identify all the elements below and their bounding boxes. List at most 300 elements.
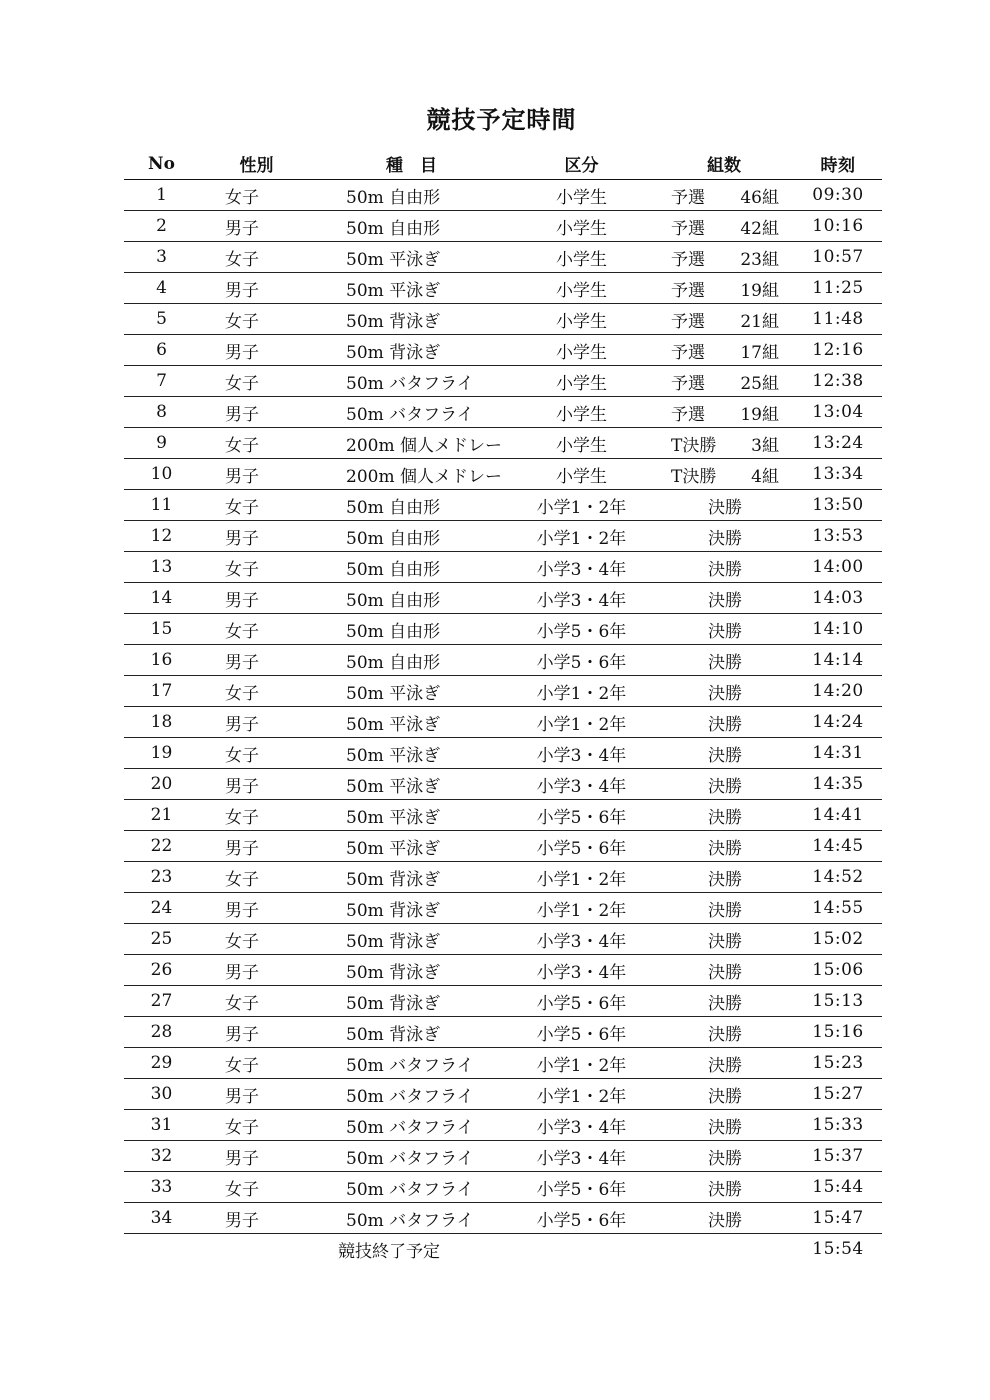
- heat-round: 決勝: [708, 776, 742, 797]
- row-gender: 女子: [199, 614, 314, 645]
- table-row: [124, 459, 882, 490]
- row-gender: 男子: [199, 335, 314, 366]
- row-event: 50m バタフライ: [314, 1172, 509, 1203]
- row-gender: 男子: [199, 769, 314, 800]
- table-row: [124, 242, 882, 273]
- row-division: 小学5・6年: [509, 800, 654, 831]
- heat-count: 25組: [740, 373, 779, 394]
- heat-info: [671, 214, 779, 239]
- row-event: 50m バタフライ: [314, 1141, 509, 1172]
- table-body: [124, 180, 882, 1234]
- heat-round: 決勝: [708, 1024, 742, 1045]
- heat-round: 決勝: [708, 621, 742, 642]
- heat-round: 決勝: [708, 559, 742, 580]
- row-no: 2: [124, 211, 199, 242]
- row-gender: 男子: [199, 831, 314, 862]
- heat-round: 予選: [671, 311, 705, 332]
- row-time: 14:03: [794, 583, 882, 614]
- row-event: 50m 自由形: [314, 614, 509, 645]
- row-heats: [654, 428, 794, 459]
- row-no: 17: [124, 676, 199, 707]
- row-no: 27: [124, 986, 199, 1017]
- row-time: 15:13: [794, 986, 882, 1017]
- row-division: 小学3・4年: [509, 583, 654, 614]
- row-time: 15:02: [794, 924, 882, 955]
- row-gender: 女子: [199, 1048, 314, 1079]
- row-time: 14:00: [794, 552, 882, 583]
- row-time: 14:41: [794, 800, 882, 831]
- table-row: [124, 738, 882, 769]
- row-time: 14:31: [794, 738, 882, 769]
- footer-row: [124, 1234, 882, 1265]
- table-row: [124, 366, 882, 397]
- heat-round: 決勝: [708, 807, 742, 828]
- row-heats: [654, 955, 794, 986]
- table-row: [124, 1141, 882, 1172]
- heat-round: 予選: [671, 218, 705, 239]
- row-gender: 男子: [199, 893, 314, 924]
- row-time: 15:27: [794, 1079, 882, 1110]
- row-event: 50m 平泳ぎ: [314, 769, 509, 800]
- table-row: [124, 924, 882, 955]
- row-gender: 女子: [199, 304, 314, 335]
- table-row: [124, 893, 882, 924]
- heat-count: 21組: [740, 311, 779, 332]
- row-time: 15:23: [794, 1048, 882, 1079]
- row-no: 12: [124, 521, 199, 552]
- row-event: 50m 背泳ぎ: [314, 1017, 509, 1048]
- row-division: 小学生: [509, 242, 654, 273]
- row-heats: [654, 180, 794, 211]
- row-heats: [654, 335, 794, 366]
- heat-round: 決勝: [708, 1086, 742, 1107]
- heat-round: 決勝: [708, 931, 742, 952]
- heat-round: 予選: [671, 342, 705, 363]
- row-no: 8: [124, 397, 199, 428]
- row-time: 15:33: [794, 1110, 882, 1141]
- row-time: 14:52: [794, 862, 882, 893]
- row-division: 小学生: [509, 273, 654, 304]
- header-time: 時刻: [794, 148, 882, 180]
- heat-round: 決勝: [708, 652, 742, 673]
- row-division: 小学生: [509, 180, 654, 211]
- table-row: [124, 583, 882, 614]
- heat-count: 17組: [740, 342, 779, 363]
- row-time: 14:10: [794, 614, 882, 645]
- heat-round: 決勝: [708, 590, 742, 611]
- row-event: 50m 背泳ぎ: [314, 893, 509, 924]
- row-heats: [654, 397, 794, 428]
- table-row: [124, 614, 882, 645]
- row-no: 24: [124, 893, 199, 924]
- row-heats: [654, 645, 794, 676]
- row-no: 29: [124, 1048, 199, 1079]
- row-gender: 男子: [199, 1141, 314, 1172]
- row-heats: [654, 800, 794, 831]
- row-time: 14:24: [794, 707, 882, 738]
- row-gender: 女子: [199, 1172, 314, 1203]
- row-no: 4: [124, 273, 199, 304]
- row-gender: 女子: [199, 552, 314, 583]
- row-heats: [654, 676, 794, 707]
- table-row: [124, 397, 882, 428]
- row-division: 小学3・4年: [509, 1141, 654, 1172]
- row-heats: [654, 459, 794, 490]
- table-row: [124, 428, 882, 459]
- row-gender: 男子: [199, 1017, 314, 1048]
- row-heats: [654, 521, 794, 552]
- row-heats: [654, 707, 794, 738]
- heat-round: 決勝: [708, 1148, 742, 1169]
- row-time: 13:34: [794, 459, 882, 490]
- row-time: 14:20: [794, 676, 882, 707]
- row-event: 50m 自由形: [314, 490, 509, 521]
- row-event: 50m 背泳ぎ: [314, 955, 509, 986]
- row-gender: 女子: [199, 738, 314, 769]
- header-heats: 組数: [654, 148, 794, 180]
- row-division: 小学5・6年: [509, 1017, 654, 1048]
- row-heats: [654, 862, 794, 893]
- row-time: 13:50: [794, 490, 882, 521]
- heat-round: 決勝: [708, 497, 742, 518]
- table-row: [124, 1079, 882, 1110]
- heat-round: 決勝: [708, 683, 742, 704]
- row-no: 23: [124, 862, 199, 893]
- row-time: 14:55: [794, 893, 882, 924]
- row-time: 14:14: [794, 645, 882, 676]
- row-gender: 男子: [199, 1203, 314, 1234]
- table-row: [124, 552, 882, 583]
- row-division: 小学5・6年: [509, 1203, 654, 1234]
- row-time: 14:35: [794, 769, 882, 800]
- heat-round: 決勝: [708, 900, 742, 921]
- row-time: 10:16: [794, 211, 882, 242]
- row-event: 50m 背泳ぎ: [314, 304, 509, 335]
- row-time: 09:30: [794, 180, 882, 211]
- row-time: 15:47: [794, 1203, 882, 1234]
- row-gender: 男子: [199, 955, 314, 986]
- row-division: 小学生: [509, 335, 654, 366]
- row-heats: [654, 831, 794, 862]
- row-no: 3: [124, 242, 199, 273]
- table-row: [124, 800, 882, 831]
- row-gender: 女子: [199, 428, 314, 459]
- row-gender: 男子: [199, 521, 314, 552]
- table-row: [124, 1048, 882, 1079]
- row-division: 小学1・2年: [509, 676, 654, 707]
- row-event: 50m 背泳ぎ: [314, 924, 509, 955]
- table-row: [124, 304, 882, 335]
- row-heats: [654, 738, 794, 769]
- row-heats: [654, 1110, 794, 1141]
- row-no: 28: [124, 1017, 199, 1048]
- row-time: 15:37: [794, 1141, 882, 1172]
- row-no: 16: [124, 645, 199, 676]
- row-no: 6: [124, 335, 199, 366]
- row-no: 18: [124, 707, 199, 738]
- row-no: 32: [124, 1141, 199, 1172]
- heat-info: [671, 245, 779, 270]
- row-heats: [654, 1017, 794, 1048]
- row-event: 50m 平泳ぎ: [314, 273, 509, 304]
- row-division: 小学5・6年: [509, 831, 654, 862]
- heat-round: 予選: [671, 404, 705, 425]
- row-time: 10:57: [794, 242, 882, 273]
- table-row: [124, 273, 882, 304]
- heat-info: [671, 183, 779, 208]
- row-gender: 男子: [199, 1079, 314, 1110]
- row-event: 50m 平泳ぎ: [314, 738, 509, 769]
- footer-spacer: [654, 1234, 794, 1265]
- table-row: [124, 1203, 882, 1234]
- row-event: 50m 自由形: [314, 645, 509, 676]
- row-no: 10: [124, 459, 199, 490]
- table-row: [124, 1017, 882, 1048]
- heat-round: 予選: [671, 187, 705, 208]
- table-row: [124, 1110, 882, 1141]
- row-division: 小学1・2年: [509, 1048, 654, 1079]
- row-event: 50m バタフライ: [314, 1048, 509, 1079]
- table-row: [124, 180, 882, 211]
- row-heats: [654, 893, 794, 924]
- row-gender: 女子: [199, 676, 314, 707]
- heat-round: 予選: [671, 249, 705, 270]
- row-time: 11:48: [794, 304, 882, 335]
- row-heats: [654, 614, 794, 645]
- row-gender: 男子: [199, 211, 314, 242]
- heat-count: 42組: [740, 218, 779, 239]
- header-row: [124, 148, 882, 180]
- heat-count: 4組: [751, 466, 779, 487]
- footer-time: 15:54: [812, 1239, 864, 1259]
- heat-count: 3組: [751, 435, 779, 456]
- heat-count: 19組: [740, 280, 779, 301]
- row-event: 50m バタフライ: [314, 1110, 509, 1141]
- row-heats: [654, 1172, 794, 1203]
- row-heats: [654, 1079, 794, 1110]
- row-division: 小学生: [509, 211, 654, 242]
- table-row: [124, 676, 882, 707]
- heat-round: T決勝: [671, 435, 717, 456]
- heat-round: T決勝: [671, 466, 717, 487]
- row-event: 50m 自由形: [314, 211, 509, 242]
- row-event: 50m 自由形: [314, 552, 509, 583]
- row-event: 50m 平泳ぎ: [314, 707, 509, 738]
- table-row: [124, 707, 882, 738]
- header-no: No: [124, 148, 199, 180]
- table-row: [124, 831, 882, 862]
- row-heats: [654, 986, 794, 1017]
- row-heats: [654, 304, 794, 335]
- heat-round: 決勝: [708, 838, 742, 859]
- row-heats: [654, 273, 794, 304]
- row-event: 50m 平泳ぎ: [314, 676, 509, 707]
- row-division: 小学3・4年: [509, 1110, 654, 1141]
- row-time: 12:38: [794, 366, 882, 397]
- table-row: [124, 986, 882, 1017]
- row-gender: 男子: [199, 397, 314, 428]
- row-gender: 女子: [199, 924, 314, 955]
- table-row: [124, 211, 882, 242]
- row-heats: [654, 490, 794, 521]
- row-gender: 女子: [199, 180, 314, 211]
- row-heats: [654, 366, 794, 397]
- row-no: 9: [124, 428, 199, 459]
- row-gender: 女子: [199, 986, 314, 1017]
- table-row: [124, 1172, 882, 1203]
- row-division: 小学3・4年: [509, 769, 654, 800]
- row-event: 50m 背泳ぎ: [314, 862, 509, 893]
- row-division: 小学5・6年: [509, 986, 654, 1017]
- row-no: 26: [124, 955, 199, 986]
- row-no: 34: [124, 1203, 199, 1234]
- row-heats: [654, 211, 794, 242]
- row-no: 7: [124, 366, 199, 397]
- row-time: 15:06: [794, 955, 882, 986]
- heat-round: 決勝: [708, 714, 742, 735]
- row-event: 50m バタフライ: [314, 366, 509, 397]
- row-heats: [654, 769, 794, 800]
- row-division: 小学5・6年: [509, 614, 654, 645]
- heat-count: 19組: [740, 404, 779, 425]
- row-event: 50m 背泳ぎ: [314, 986, 509, 1017]
- row-division: 小学1・2年: [509, 707, 654, 738]
- row-time: 15:44: [794, 1172, 882, 1203]
- row-heats: [654, 552, 794, 583]
- table-row: [124, 862, 882, 893]
- row-division: 小学1・2年: [509, 893, 654, 924]
- row-event: 50m バタフライ: [314, 1079, 509, 1110]
- heat-round: 決勝: [708, 1179, 742, 1200]
- heat-round: 決勝: [708, 869, 742, 890]
- row-event: 200m 個人メドレー: [314, 459, 509, 490]
- row-event: 50m バタフライ: [314, 397, 509, 428]
- row-gender: 男子: [199, 583, 314, 614]
- row-division: 小学3・4年: [509, 924, 654, 955]
- heat-round: 決勝: [708, 745, 742, 766]
- row-time: 13:53: [794, 521, 882, 552]
- row-division: 小学生: [509, 366, 654, 397]
- heat-info: [671, 369, 779, 394]
- row-gender: 女子: [199, 242, 314, 273]
- row-heats: [654, 1141, 794, 1172]
- row-no: 30: [124, 1079, 199, 1110]
- row-event: 50m 自由形: [314, 180, 509, 211]
- header-event: 種 目: [314, 148, 509, 180]
- row-division: 小学生: [509, 304, 654, 335]
- heat-round: 予選: [671, 280, 705, 301]
- table-row: [124, 335, 882, 366]
- row-gender: 男子: [199, 459, 314, 490]
- row-event: 50m 平泳ぎ: [314, 831, 509, 862]
- heat-info: [671, 307, 779, 332]
- row-event: 50m バタフライ: [314, 1203, 509, 1234]
- row-division: 小学生: [509, 428, 654, 459]
- heat-info: [671, 276, 779, 301]
- heat-info: [671, 462, 779, 487]
- row-division: 小学3・4年: [509, 955, 654, 986]
- heat-round: 決勝: [708, 993, 742, 1014]
- row-division: 小学5・6年: [509, 1172, 654, 1203]
- row-no: 14: [124, 583, 199, 614]
- row-no: 5: [124, 304, 199, 335]
- schedule-table: [124, 148, 882, 1264]
- row-time: 12:16: [794, 335, 882, 366]
- row-gender: 男子: [199, 707, 314, 738]
- row-event: 50m 平泳ぎ: [314, 800, 509, 831]
- row-event: 50m 自由形: [314, 583, 509, 614]
- heat-count: 23組: [740, 249, 779, 270]
- row-heats: [654, 924, 794, 955]
- row-no: 13: [124, 552, 199, 583]
- row-event: 50m 背泳ぎ: [314, 335, 509, 366]
- table-row: [124, 521, 882, 552]
- row-division: 小学1・2年: [509, 862, 654, 893]
- row-division: 小学5・6年: [509, 645, 654, 676]
- row-no: 31: [124, 1110, 199, 1141]
- table-row: [124, 955, 882, 986]
- row-time: 13:04: [794, 397, 882, 428]
- heat-round: 決勝: [708, 1117, 742, 1138]
- heat-info: [671, 431, 779, 456]
- row-division: 小学3・4年: [509, 552, 654, 583]
- row-event: 50m 自由形: [314, 521, 509, 552]
- heat-round: 決勝: [708, 962, 742, 983]
- row-gender: 男子: [199, 273, 314, 304]
- row-gender: 女子: [199, 366, 314, 397]
- header-division: 区分: [509, 148, 654, 180]
- row-no: 11: [124, 490, 199, 521]
- row-division: 小学3・4年: [509, 738, 654, 769]
- row-no: 15: [124, 614, 199, 645]
- row-gender: 女子: [199, 1110, 314, 1141]
- row-heats: [654, 1048, 794, 1079]
- heat-round: 予選: [671, 373, 705, 394]
- row-heats: [654, 242, 794, 273]
- footer-label: 競技終了予定: [338, 1241, 440, 1262]
- row-no: 1: [124, 180, 199, 211]
- row-gender: 女子: [199, 490, 314, 521]
- row-event: 50m 平泳ぎ: [314, 242, 509, 273]
- heat-round: 決勝: [708, 1210, 742, 1231]
- row-no: 20: [124, 769, 199, 800]
- row-division: 小学1・2年: [509, 490, 654, 521]
- table-row: [124, 490, 882, 521]
- row-division: 小学生: [509, 459, 654, 490]
- row-heats: [654, 1203, 794, 1234]
- row-no: 19: [124, 738, 199, 769]
- row-division: 小学生: [509, 397, 654, 428]
- row-gender: 女子: [199, 862, 314, 893]
- row-no: 25: [124, 924, 199, 955]
- heat-info: [671, 338, 779, 363]
- row-no: 33: [124, 1172, 199, 1203]
- table-row: [124, 645, 882, 676]
- heat-round: 決勝: [708, 528, 742, 549]
- row-gender: 男子: [199, 645, 314, 676]
- row-event: 200m 個人メドレー: [314, 428, 509, 459]
- row-time: 15:16: [794, 1017, 882, 1048]
- row-no: 22: [124, 831, 199, 862]
- heat-info: [671, 400, 779, 425]
- row-division: 小学1・2年: [509, 521, 654, 552]
- page-title: 競技予定時間: [426, 105, 577, 134]
- heat-count: 46組: [740, 187, 779, 208]
- row-division: 小学1・2年: [509, 1079, 654, 1110]
- table-row: [124, 769, 882, 800]
- header-gender: 性別: [199, 148, 314, 180]
- row-no: 21: [124, 800, 199, 831]
